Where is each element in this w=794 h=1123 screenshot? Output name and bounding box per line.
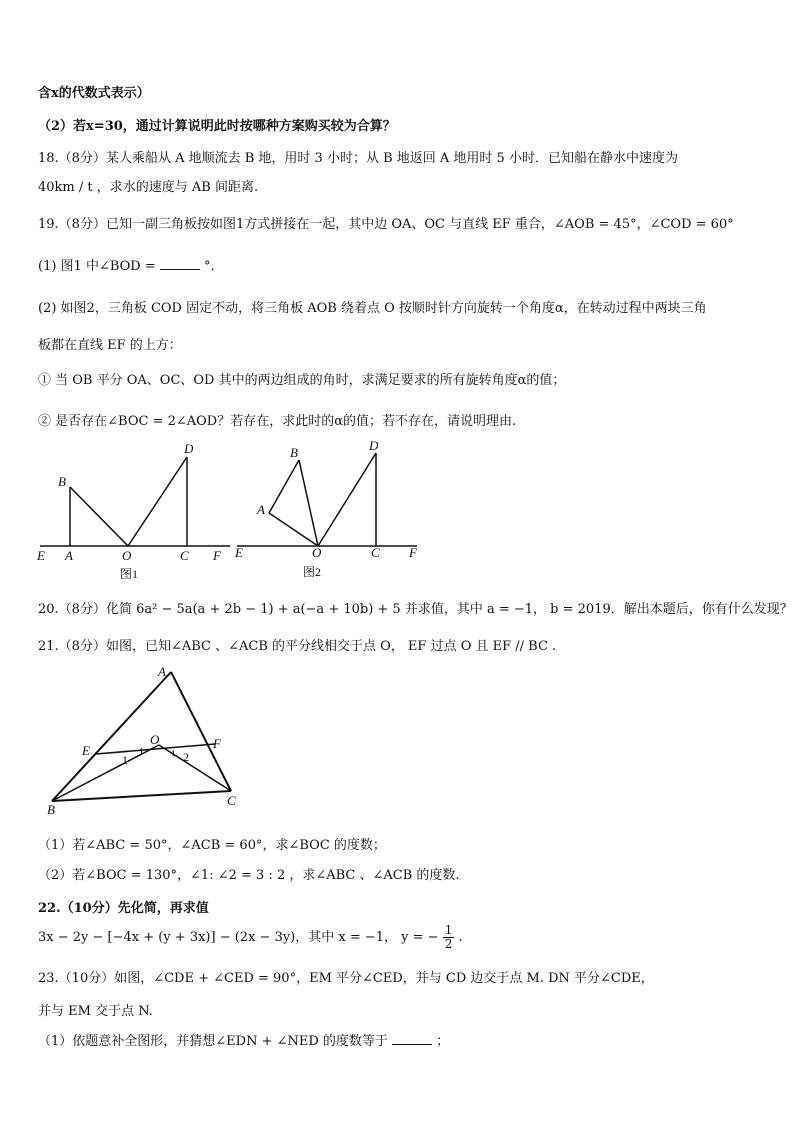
- fig1-label-E: E: [37, 548, 45, 563]
- q19-line1: 19.（8分）已知一副三角板按如图1方式拼接在一起，其中边 OA、OC 与直线 EF 重合，∠AOB = 45°，∠COD = 60°: [38, 217, 734, 232]
- q19-part1-end: °.: [204, 259, 215, 274]
- fig1-label-F: F: [213, 548, 221, 563]
- fig3-label-B: B: [47, 802, 55, 817]
- q19-part2-line1: (2) 如图2，三角板 COD 固定不动，将三角板 AOB 绕着点 O 按顺时针方向旋转一个角度α，在转动过程中两块三角: [38, 301, 707, 316]
- fig3-label-2: 2: [183, 750, 189, 764]
- fig1-label-B: B: [58, 474, 66, 489]
- figure-3: [40, 664, 260, 817]
- fraction: [443, 924, 455, 951]
- fraction-numerator: 1: [444, 923, 453, 937]
- q19-sub1: ① 当 OB 平分 OA、OC、OD 其中的两边组成的角时，求满足要求的所有旋转角度α的值；: [38, 373, 566, 388]
- q22-line: 22.（10分）先化简，再求值: [38, 901, 209, 916]
- q19-part2-line2: 板都在直线 EF 的上方：: [38, 338, 182, 353]
- fig2-label-O: O: [312, 545, 322, 560]
- q23-line2: 并与 EM 交于点 N.: [38, 1004, 153, 1019]
- fig2-label-F: F: [409, 545, 417, 560]
- fig3-label-E: E: [82, 743, 90, 758]
- q22-end: .: [458, 930, 463, 945]
- fig3-label-F: F: [213, 736, 221, 751]
- fig2-label-C: C: [371, 545, 380, 560]
- q17-part2: （2）若x=30，通过计算说明此时按哪种方案购买较为合算？: [38, 119, 396, 134]
- line-continuation: 含x的代数式表示）: [38, 86, 150, 101]
- fig2-label-A: A: [257, 502, 265, 517]
- fig3-label-1: 1: [122, 753, 128, 767]
- figure-1: [34, 440, 234, 580]
- fig3-label-O: O: [150, 732, 160, 747]
- fraction-denominator: 2: [444, 937, 453, 951]
- figure-2: [231, 440, 431, 580]
- q23-part1-text: （1）依题意补全图形，并猜想∠EDN + ∠NED 的度数等于: [38, 1034, 388, 1049]
- q21-line: 21.（8分）如图，已知∠ABC 、∠ACB 的平分线相交于点 O， EF 过点 O 且 EF // BC .: [38, 639, 557, 654]
- q19-sub2: ② 是否存在∠BOC = 2∠AOD？若存在，求此时的α的值；若不存在，请说明理由.: [38, 414, 517, 429]
- q19-part1: [38, 255, 215, 274]
- q22-expression: [38, 924, 463, 951]
- q23-part1-end: ；: [436, 1034, 450, 1049]
- fig1-label-O: O: [122, 548, 132, 563]
- answer-blank: [392, 1044, 432, 1045]
- q23-part1: [38, 1030, 449, 1049]
- q23-line1: 23.（10分）如图，∠CDE + ∠CED = 90°，EM 平分∠CED，并与 CD 边交于点 M. DN 平分∠CDE，: [38, 971, 654, 986]
- fig1-label-C: C: [180, 548, 189, 563]
- fig1-caption: 图1: [120, 567, 139, 581]
- fig2-label-D: D: [369, 438, 379, 453]
- fig3-label-A: A: [158, 664, 166, 679]
- fig3-label-C: C: [227, 793, 236, 808]
- fig1-label-D: D: [184, 441, 194, 456]
- q20-line: 20.（8分）化简 6a² − 5a(a + 2b − 1) + a(−a + 10b) + 5 并求值，其中 a = −1， b = 2019．解出本题后，你有什么发现？: [38, 602, 793, 617]
- fig1-label-A: A: [65, 548, 73, 563]
- q21-part2: （2）若∠BOC = 130°，∠1: ∠2 = 3 : 2 ，求∠ABC 、∠ACB 的度数.: [38, 868, 460, 883]
- q19-part1-text: (1) 图1 中∠BOD =: [38, 259, 156, 274]
- q18-line2: 40km / t ，求水的速度与 AB 间距离.: [38, 180, 259, 195]
- fig2-label-E: E: [235, 545, 243, 560]
- q21-part1: （1）若∠ABC = 50°，∠ACB = 60°，求∠BOC 的度数；: [38, 838, 386, 853]
- q22-expr-text: 3x − 2y − [−4x + (y + 3x)] − (2x − 3y)，其中 x = −1， y = −: [38, 930, 439, 945]
- answer-blank: [160, 269, 200, 270]
- fig2-label-B: B: [290, 445, 298, 460]
- fig2-caption: 图2: [303, 565, 322, 579]
- q18-line1: 18.（8分）某人乘船从 A 地顺流去 B 地，用时 3 小时；从 B 地返回 A 地用时 5 小时．已知船在静水中速度为: [38, 151, 678, 166]
